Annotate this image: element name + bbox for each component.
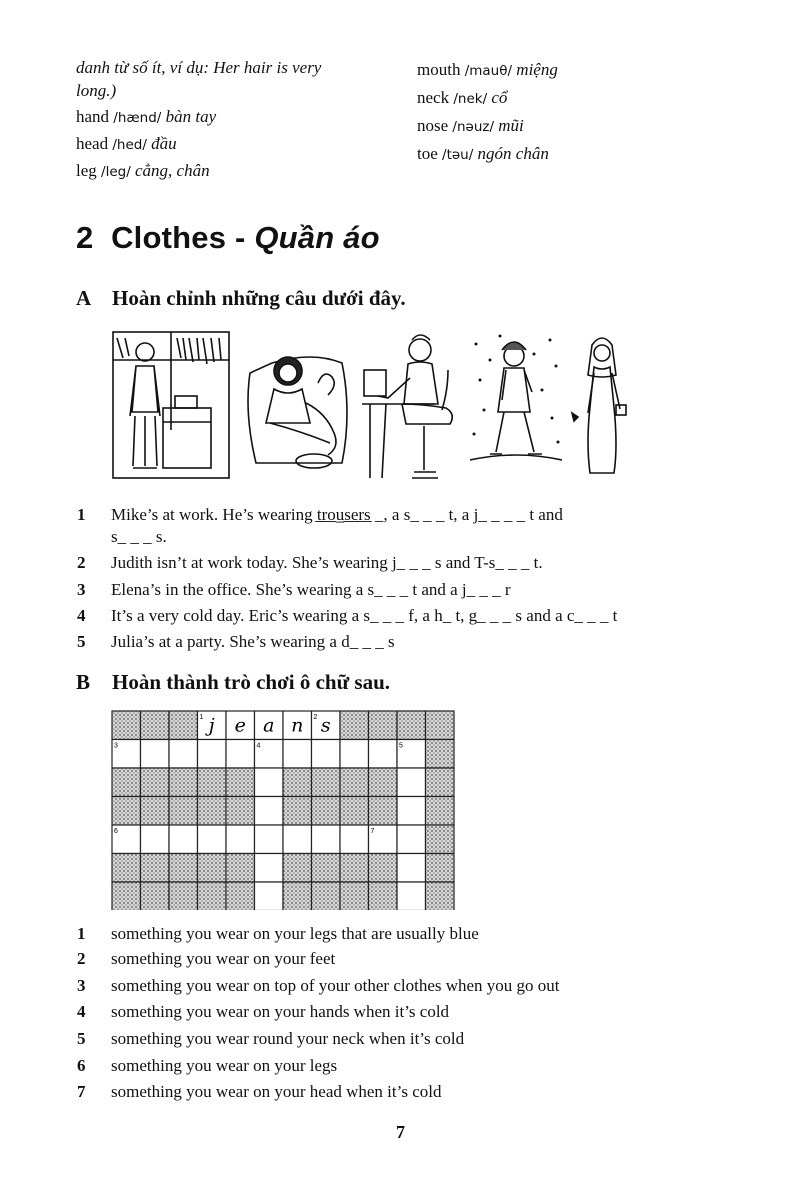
crossword-shaded-cell xyxy=(283,797,312,826)
crossword-shaded-cell xyxy=(141,768,170,797)
clue-5 xyxy=(77,1029,737,1051)
vocab-ipa: /leg/ xyxy=(101,164,131,180)
crossword-cell[interactable] xyxy=(340,740,369,769)
clue-text: something you wear on your hands when it’s cold xyxy=(111,1002,450,1021)
item-number: 2 xyxy=(77,553,86,572)
crossword-cell[interactable] xyxy=(226,740,255,769)
crossword-shaded-cell xyxy=(141,882,170,910)
crossword-cell[interactable] xyxy=(255,825,284,854)
item-text: Mike’s at work. He’s wearing t̲r̲o̲u̲s̲e̲r̲s̲ _, a s_ _ _ t, a j_ _ _ _ t and xyxy=(111,505,563,524)
clue-2 xyxy=(77,949,737,971)
vocab-entry-hand xyxy=(76,103,216,132)
section-letter: A xyxy=(76,286,92,310)
item-text-continued: s_ _ _ s. xyxy=(111,527,167,546)
crossword-shaded-cell xyxy=(226,768,255,797)
clue-number: 5 xyxy=(77,1029,86,1048)
section-b-heading xyxy=(76,670,390,695)
item-text: Elena’s in the office. She’s wearing a s_ _ _ t and a j_ _ _ r xyxy=(111,580,511,599)
clue-text: something you wear on your legs that are usually blue xyxy=(111,924,479,943)
crossword-shaded-cell xyxy=(312,797,341,826)
crossword-shaded-cell xyxy=(312,854,341,883)
vocab-word: head xyxy=(76,134,109,153)
crossword-answer-letter: e xyxy=(234,714,246,737)
exercise-a-item-5 xyxy=(77,632,737,654)
crossword-cell-number: 3 xyxy=(114,742,118,750)
vocab-ipa: /mauθ/ xyxy=(464,63,513,79)
clue-text: something you wear round your neck when it’s cold xyxy=(111,1029,465,1048)
crossword-answer-letter: s xyxy=(320,714,331,737)
section-heading-text: Hoàn thành trò chơi ô chữ sau. xyxy=(112,670,391,694)
crossword-shaded-cell xyxy=(198,882,227,910)
crossword-shaded-cell xyxy=(369,854,398,883)
crossword-shaded-cell xyxy=(340,854,369,883)
vocab-meaning: ngón chân xyxy=(477,144,549,163)
vocab-entry-mouth xyxy=(417,56,558,85)
crossword-cell-number: 4 xyxy=(256,742,261,750)
unit-title-english: Clothes - xyxy=(111,220,246,255)
clue-4 xyxy=(77,1002,737,1024)
crossword-shaded-cell xyxy=(141,797,170,826)
crossword-shaded-cell xyxy=(312,882,341,910)
section-letter: B xyxy=(76,670,91,694)
crossword-shaded-cell xyxy=(198,797,227,826)
crossword-cell[interactable] xyxy=(283,740,312,769)
crossword-shaded-cell xyxy=(169,882,198,910)
unit-title xyxy=(76,220,380,256)
crossword-cell-number: 2 xyxy=(313,714,318,721)
item-number: 1 xyxy=(77,505,86,524)
clue-1 xyxy=(77,924,737,946)
clue-number: 7 xyxy=(77,1082,86,1101)
eric-cold-day-illustration xyxy=(470,330,562,464)
crossword-cell[interactable] xyxy=(169,740,198,769)
vocab-note-line-2: long.) xyxy=(76,81,117,100)
crossword-cell[interactable] xyxy=(397,854,426,883)
crossword-shaded-cell xyxy=(426,882,455,910)
crossword-shaded-cell xyxy=(340,797,369,826)
crossword-shaded-cell xyxy=(112,711,141,740)
page-number: 7 xyxy=(396,1122,405,1142)
vocab-ipa: /hed/ xyxy=(112,137,147,153)
vocab-meaning: đầu xyxy=(151,134,177,153)
crossword-shaded-cell xyxy=(283,768,312,797)
crossword-cell[interactable] xyxy=(169,825,198,854)
crossword-shaded-cell xyxy=(369,797,398,826)
crossword-cell-number: 1 xyxy=(199,714,204,721)
crossword-cell[interactable] xyxy=(141,740,170,769)
item-text: It’s a very cold day. Eric’s wearing a s_ _ _ f, a h_ t, g_ _ _ s and a c_ _ _ t xyxy=(111,606,618,625)
crossword-answer-letter: j xyxy=(208,714,215,737)
vocab-entry-leg xyxy=(76,157,210,186)
clue-number: 2 xyxy=(77,949,86,968)
clue-7 xyxy=(77,1082,737,1104)
crossword-shaded-cell xyxy=(397,711,426,740)
crossword-cell[interactable] xyxy=(397,768,426,797)
crossword-shaded-cell xyxy=(369,711,398,740)
crossword-cell[interactable] xyxy=(255,768,284,797)
clue-number: 1 xyxy=(77,924,86,943)
clue-text: something you wear on top of your other clothes when you go out xyxy=(111,976,560,995)
vocab-word: nose xyxy=(417,116,449,135)
vocab-meaning: cẳng, chân xyxy=(135,161,210,180)
crossword-shaded-cell xyxy=(312,768,341,797)
crossword-shaded-cell xyxy=(283,854,312,883)
crossword-cell[interactable] xyxy=(369,740,398,769)
crossword-shaded-cell xyxy=(426,740,455,769)
crossword-cell[interactable] xyxy=(198,740,227,769)
crossword-cell[interactable] xyxy=(397,882,426,910)
crossword-shaded-cell xyxy=(340,882,369,910)
vocab-ipa: /hænd/ xyxy=(113,110,162,126)
vocab-word: leg xyxy=(76,161,97,180)
crossword-shaded-cell xyxy=(426,797,455,826)
crossword-cell[interactable] xyxy=(312,740,341,769)
crossword-shaded-cell xyxy=(226,854,255,883)
clue-number: 3 xyxy=(77,976,86,995)
vocab-entry-nose xyxy=(417,112,524,141)
vocab-word: neck xyxy=(417,88,450,107)
exercise-a-item-1 xyxy=(77,505,737,527)
clue-text: something you wear on your head when it’s cold xyxy=(111,1082,442,1101)
crossword-cell[interactable] xyxy=(141,825,170,854)
crossword-shaded-cell xyxy=(426,825,455,854)
unit-number: 2 xyxy=(76,220,94,255)
item-number: 4 xyxy=(77,606,86,625)
elena-in-office-illustration xyxy=(362,330,462,480)
clue-text: something you wear on your feet xyxy=(111,949,336,968)
vocab-entry-toe xyxy=(417,140,549,169)
crossword-grid xyxy=(111,710,455,910)
crossword-shaded-cell xyxy=(141,854,170,883)
vocab-word: toe xyxy=(417,144,438,163)
crossword-cell[interactable] xyxy=(397,825,426,854)
crossword-shaded-cell xyxy=(369,768,398,797)
vocab-note-line-1: danh từ số ít, ví dụ: Her hair is very xyxy=(76,58,322,77)
clue-number: 4 xyxy=(77,1002,86,1021)
julia-at-party-illustration xyxy=(570,333,634,481)
crossword-shaded-cell xyxy=(426,854,455,883)
crossword-shaded-cell xyxy=(169,797,198,826)
vocab-word: mouth xyxy=(417,60,461,79)
crossword-shaded-cell xyxy=(198,768,227,797)
crossword-shaded-cell xyxy=(426,711,455,740)
crossword-cell[interactable] xyxy=(255,854,284,883)
crossword-shaded-cell xyxy=(226,882,255,910)
section-a-heading xyxy=(76,286,406,311)
clue-number: 6 xyxy=(77,1056,86,1075)
vocab-ipa: /təu/ xyxy=(442,147,474,163)
crossword-cell-number: 6 xyxy=(114,828,118,835)
crossword-shaded-cell xyxy=(226,797,255,826)
exercise-a-item-4 xyxy=(77,606,757,628)
vocab-word: hand xyxy=(76,107,110,126)
vocab-entry-neck xyxy=(417,84,507,113)
vocab-ipa: /nəuz/ xyxy=(452,119,495,135)
crossword-cell[interactable] xyxy=(255,882,284,910)
crossword-shaded-cell xyxy=(169,854,198,883)
section-heading-text: Hoàn chỉnh những câu dưới đây. xyxy=(112,286,406,310)
crossword-cell[interactable] xyxy=(198,825,227,854)
vocab-meaning: miệng xyxy=(516,60,558,79)
crossword-shaded-cell xyxy=(169,768,198,797)
crossword-cell-number: 7 xyxy=(370,828,375,835)
crossword-shaded-cell xyxy=(112,768,141,797)
mike-at-work-illustration xyxy=(111,330,231,482)
item-text: Judith isn’t at work today. She’s wearing j_ _ _ s and T-s_ _ _ t. xyxy=(111,553,543,572)
item-text: Julia’s at a party. She’s wearing a d_ _ _ s xyxy=(111,632,395,651)
clue-text: something you wear on your legs xyxy=(111,1056,338,1075)
crossword-cell-number: 5 xyxy=(399,742,403,750)
clue-6 xyxy=(77,1056,737,1078)
exercise-a-item-3 xyxy=(77,580,737,602)
exercise-a-item-1-continued xyxy=(77,527,737,549)
crossword-cell[interactable] xyxy=(226,825,255,854)
vocab-meaning: mũi xyxy=(498,116,524,135)
crossword-cell[interactable] xyxy=(255,797,284,826)
vocab-ipa: /nek/ xyxy=(453,91,488,107)
crossword-shaded-cell xyxy=(426,768,455,797)
item-number: 3 xyxy=(77,580,86,599)
crossword-shaded-cell xyxy=(340,711,369,740)
crossword-cell[interactable] xyxy=(397,797,426,826)
crossword-shaded-cell xyxy=(112,797,141,826)
crossword-shaded-cell xyxy=(369,882,398,910)
crossword-cell[interactable] xyxy=(283,825,312,854)
crossword-shaded-cell xyxy=(141,711,170,740)
crossword-shaded-cell xyxy=(340,768,369,797)
crossword-shaded-cell xyxy=(112,882,141,910)
crossword-shaded-cell xyxy=(112,854,141,883)
crossword-shaded-cell xyxy=(169,711,198,740)
exercise-a-item-2 xyxy=(77,553,737,575)
crossword-shaded-cell xyxy=(198,854,227,883)
crossword-answer-letter: a xyxy=(263,714,275,737)
crossword-cell[interactable] xyxy=(340,825,369,854)
clue-3 xyxy=(77,976,737,998)
vocab-meaning: bàn tay xyxy=(165,107,217,126)
unit-title-vietnamese: Quần áo xyxy=(254,220,380,255)
crossword-shaded-cell xyxy=(283,882,312,910)
vocab-entry-head xyxy=(76,130,177,159)
item-number: 5 xyxy=(77,632,86,651)
crossword-answer-letter: n xyxy=(291,714,304,737)
judith-relaxing-illustration xyxy=(240,343,352,477)
vocab-meaning: cổ xyxy=(491,88,508,107)
crossword-cell[interactable] xyxy=(312,825,341,854)
